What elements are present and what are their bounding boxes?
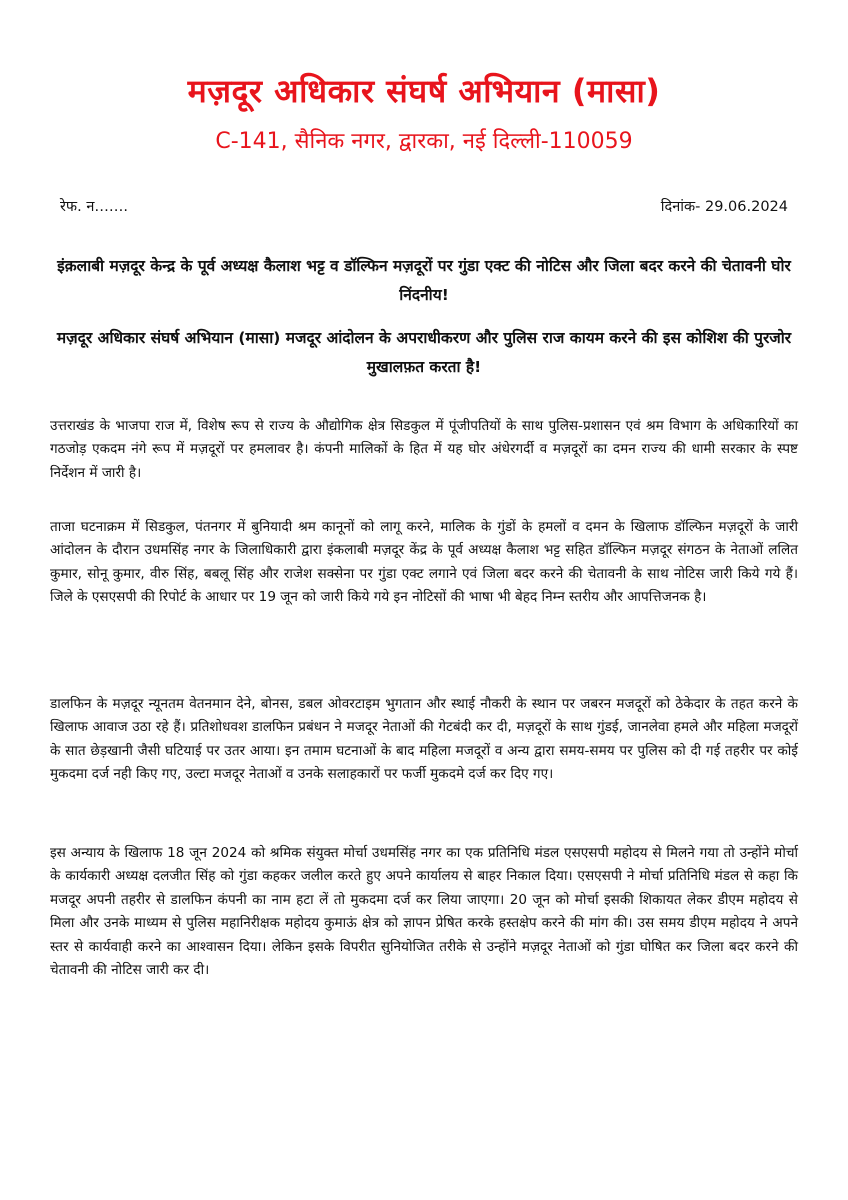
body-paragraph-4: इस अन्याय के खिलाफ 18 जून 2024 को श्रमिक संयुक्त मोर्चा उधमसिंह नगर का एक प्रतिनिधि मंडल एसएसपी महोदय से मिलने गया तो उन्होंने मोर्चा के कार्यकारी अध्यक्ष दलजीत सिंह को गुंडा कहकर जलील करते हुए अपने कार्यालय से बाहर निकाल दिया। एसएसपी ने मोर्चा प्रतिनिधि मंडल से कहा कि मजदूर अपनी तहरीर से डालफिन कंपनी का नाम हटा लें तो मुकदमा दर्ज कर लिया जाएगा। 20 जून को मोर्चा इसकी शिकायत लेकर डीएम महोदय से मिला और उनके माध्यम से पुलिस महानिरीक्षक महोदय कुमाऊं क्षेत्र को ज्ञापन प्रेषित करके हस्तक्षेप करने की मांग की। उस समय डीएम महोदय ने अपने स्तर से कार्यवाही करने का आश्वासन दिया। लेकिन इसके विपरीत सुनियोजित तरीके से उन्होंने मज़दूर नेताओं को गुंडा घोषित कर जिला बदर करने की चेतावनी की नोटिस जारी कर दी। (50, 844, 798, 979)
reference-row (60, 196, 788, 218)
body-paragraph-3: डालफिन के मज़दूर न्यूनतम वेतनमान देने, बोनस, डबल ओवरटाइम भुगतान और स्थाई नौकरी के स्थान पर जबरन मजदूरों को ठेकेदार के तहत करने के खिलाफ आवाज उठा रहे हैं। प्रतिशोधवश डालफिन प्रबंधन ने मजदूर नेताओं की गेटबंदी कर दी, मज़दूरों के साथ गुंडई, जानलेवा हमले और महिला मजदूरों के सात छेड़खानी जैसी घटियाई पर उतर आया। इन तमाम घटनाओं के बाद महिला मजदूरों व अन्य द्वारा समय-समय पर पुलिस को दी गई तहरीर पर कोई मुकदमा दर्ज नही किए गए, उल्टा मजदूर नेताओं व उनके सलाहकारों पर फर्जी मुकदमे दर्ज कर दिए गए। (50, 695, 798, 783)
organization-name: मज़दूर अधिकार संघर्ष अभियान (मासा) (187, 72, 661, 110)
headline-secondary: मज़दूर अधिकार संघर्ष अभियान (मासा) मजदूर आंदोलन के अपराधीकरण और पुलिस राज कायम करने की इस कोशिश की पुरजोर मुखालफ़त करता है! (56, 329, 792, 376)
letter-date: दिनांक- 29.06.2024 (660, 199, 788, 215)
reference-number: रेफ. न……. (60, 199, 128, 215)
body-paragraph-1: उत्तराखंड के भाजपा राज में, विशेष रूप से राज्य के औद्योगिक क्षेत्र सिडकुल में पूंजीपतियों के साथ पुलिस-प्रशासन एवं श्रम विभाग के अधिकारियों का गठजोड़ एकदम नंगे रूप में मज़दूरों पर हमलावर है। कंपनी मालिकों के हित में यह घोर अंधेरगर्दी व मज़दूरों का दमन राज्य की धामी सरकार के स्पष्ट निर्देशन में जारी है। (50, 417, 798, 481)
body-paragraph-2: ताजा घटनाक्रम में सिडकुल, पंतनगर में बुनियादी श्रम कानूनों को लागू करने, मालिक के गुंडों के हमलों व दमन के खिलाफ डॉल्फिन मज़दूरों के जारी आंदोलन के दौरान उधमसिंह नगर के जिलाधिकारी द्वारा इंकलाबी मज़दूर केंद्र के पूर्व अध्यक्ष कैलाश भट्ट सहित डॉल्फिन मज़दूर संगठन के नेताओं ललित कुमार, सोनू कुमार, वीरु सिंह, बबलू सिंह और राजेश सक्सेना पर गुंडा एक्ट लगाने एवं जिला बदर करने की चेतावनी के साथ नोटिस जारी किये गये हैं। जिले के एसएसपी की रिपोर्ट के आधार पर 19 जून को जारी किये गये इन नोटिसों की भाषा भी बेहद निम्न स्तरीय और आपत्तिजनक है। (50, 518, 798, 606)
headline-primary: इंक़लाबी मज़दूर केन्द्र के पूर्व अध्यक्ष कैलाश भट्ट व डॉल्फिन मज़दूरों पर गुंडा एक्ट की नोटिस और जिला बदर करने की चेतावनी घोर निंदनीय! (57, 257, 791, 304)
organization-address: C-141, सैनिक नगर, द्वारका, नई दिल्ली-110059 (215, 129, 633, 154)
